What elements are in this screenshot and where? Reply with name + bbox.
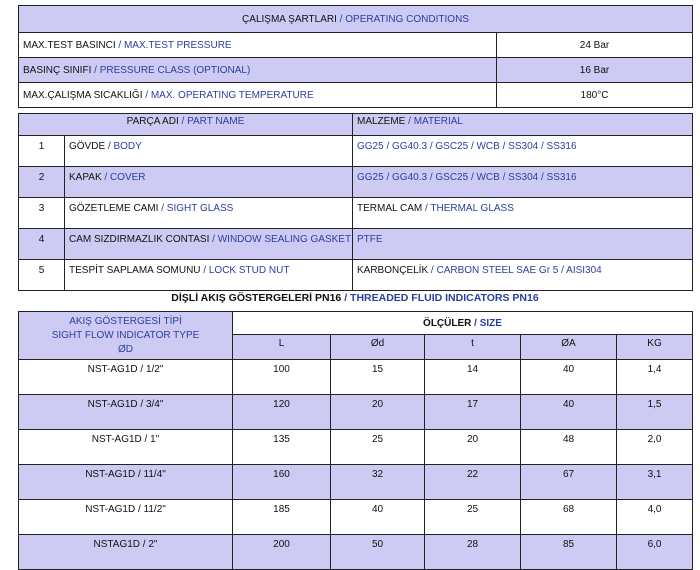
table-row (19, 136, 693, 167)
cell-kg: 2,0 (617, 430, 693, 465)
indicator-type-header: AKIŞ GÖSTERGESİ TİPİ SIGHT FLOW INDICATOR TYPE ØD (19, 312, 233, 360)
condition-label: MAX.TEST BASINCI / MAX.TEST PRESSURE (19, 33, 497, 58)
cell-t: 28 (425, 535, 521, 570)
table-row (19, 535, 693, 570)
indicators-title: DİŞLİ AKIŞ GÖSTERGELERİ PN16 / THREADED FLUID INDICATORS PN16 (171, 292, 539, 304)
cell-t: 22 (425, 465, 521, 500)
cell-t: 17 (425, 395, 521, 430)
part-number: 4 (19, 229, 65, 260)
part-material: GG25 / GG40.3 / GSC25 / WCB / SS304 / SS316 (353, 136, 693, 167)
cell-t: 14 (425, 360, 521, 395)
model-cell: NST-AG1D / 11/2" (19, 500, 233, 535)
cell-od: 40 (331, 500, 425, 535)
part-name: GÖVDE / BODY (65, 136, 353, 167)
cell-l: 120 (233, 395, 331, 430)
cell-kg: 6,0 (617, 535, 693, 570)
part-name-header: PARÇA ADI / PART NAME (19, 114, 353, 136)
part-material: TERMAL CAM / THERMAL GLASS (353, 198, 693, 229)
column-header-t: t (425, 335, 521, 360)
part-number: 1 (19, 136, 65, 167)
operating-conditions-header: ÇALIŞMA ŞARTLARI / OPERATING CONDITIONS (19, 6, 693, 33)
operating-title-tr: ÇALIŞMA ŞARTLARI (242, 13, 337, 25)
cell-t: 20 (425, 430, 521, 465)
cell-od: 25 (331, 430, 425, 465)
column-header-l: L (233, 335, 331, 360)
table-row (19, 198, 693, 229)
cell-l: 100 (233, 360, 331, 395)
part-name: GÖZETLEME CAMI / SIGHT GLASS (65, 198, 353, 229)
cell-oa: 40 (521, 360, 617, 395)
cell-l: 135 (233, 430, 331, 465)
condition-value: 16 Bar (497, 58, 693, 83)
model-cell: NST-AG1D / 3/4" (19, 395, 233, 430)
table-row (19, 83, 693, 108)
cell-l: 160 (233, 465, 331, 500)
table-row (19, 33, 693, 58)
material-header: MALZEME / MATERIAL (353, 114, 693, 136)
part-number: 3 (19, 198, 65, 229)
model-cell: NST-AG1D / 1" (19, 430, 233, 465)
part-number: 5 (19, 260, 65, 291)
cell-oa: 40 (521, 395, 617, 430)
column-header-kg: KG (617, 335, 693, 360)
cell-od: 32 (331, 465, 425, 500)
cell-oa: 85 (521, 535, 617, 570)
condition-value: 180°C (497, 83, 693, 108)
model-cell: NST-AG1D / 1/2" (19, 360, 233, 395)
part-number: 2 (19, 167, 65, 198)
cell-oa: 67 (521, 465, 617, 500)
cell-kg: 3,1 (617, 465, 693, 500)
cell-od: 20 (331, 395, 425, 430)
table-row (19, 229, 693, 260)
parts-material-table (18, 113, 693, 291)
part-name: CAM SIZDIRMAZLIK CONTASI / WINDOW SEALING GASKET (65, 229, 353, 260)
cell-kg: 4,0 (617, 500, 693, 535)
cell-l: 200 (233, 535, 331, 570)
table-row (19, 167, 693, 198)
table-row (19, 395, 693, 430)
part-material: PTFE (353, 229, 693, 260)
column-header-od: Ød (331, 335, 425, 360)
sizes-header: ÖLÇÜLER / SIZE (233, 312, 693, 335)
table-row (19, 58, 693, 83)
cell-oa: 48 (521, 430, 617, 465)
table-row (19, 465, 693, 500)
cell-l: 185 (233, 500, 331, 535)
table-row (19, 260, 693, 291)
model-cell: NST-AG1D / 11/4" (19, 465, 233, 500)
table-row (19, 500, 693, 535)
indicator-sizes-table (18, 311, 693, 570)
part-material: GG25 / GG40.3 / GSC25 / WCB / SS304 / SS316 (353, 167, 693, 198)
cell-od: 15 (331, 360, 425, 395)
part-name: TESPİT SAPLAMA SOMUNU / LOCK STUD NUT (65, 260, 353, 291)
model-cell: NSTAG1D / 2" (19, 535, 233, 570)
part-name: KAPAK / COVER (65, 167, 353, 198)
cell-kg: 1,4 (617, 360, 693, 395)
cell-kg: 1,5 (617, 395, 693, 430)
condition-label: MAX.ÇALIŞMA SICAKLIĞI / MAX. OPERATING TEMPERATURE (19, 83, 497, 108)
table-row (19, 430, 693, 465)
operating-conditions-table (18, 5, 693, 108)
condition-value: 24 Bar (497, 33, 693, 58)
cell-od: 50 (331, 535, 425, 570)
cell-t: 25 (425, 500, 521, 535)
operating-title-en: OPERATING CONDITIONS (345, 13, 469, 25)
part-material: KARBONÇELİK / CARBON STEEL SAE Gr 5 / AISI304 (353, 260, 693, 291)
table-row (19, 360, 693, 395)
cell-oa: 68 (521, 500, 617, 535)
condition-label: BASINÇ SINIFI / PRESSURE CLASS (OPTIONAL) (19, 58, 497, 83)
column-header-oa: ØA (521, 335, 617, 360)
